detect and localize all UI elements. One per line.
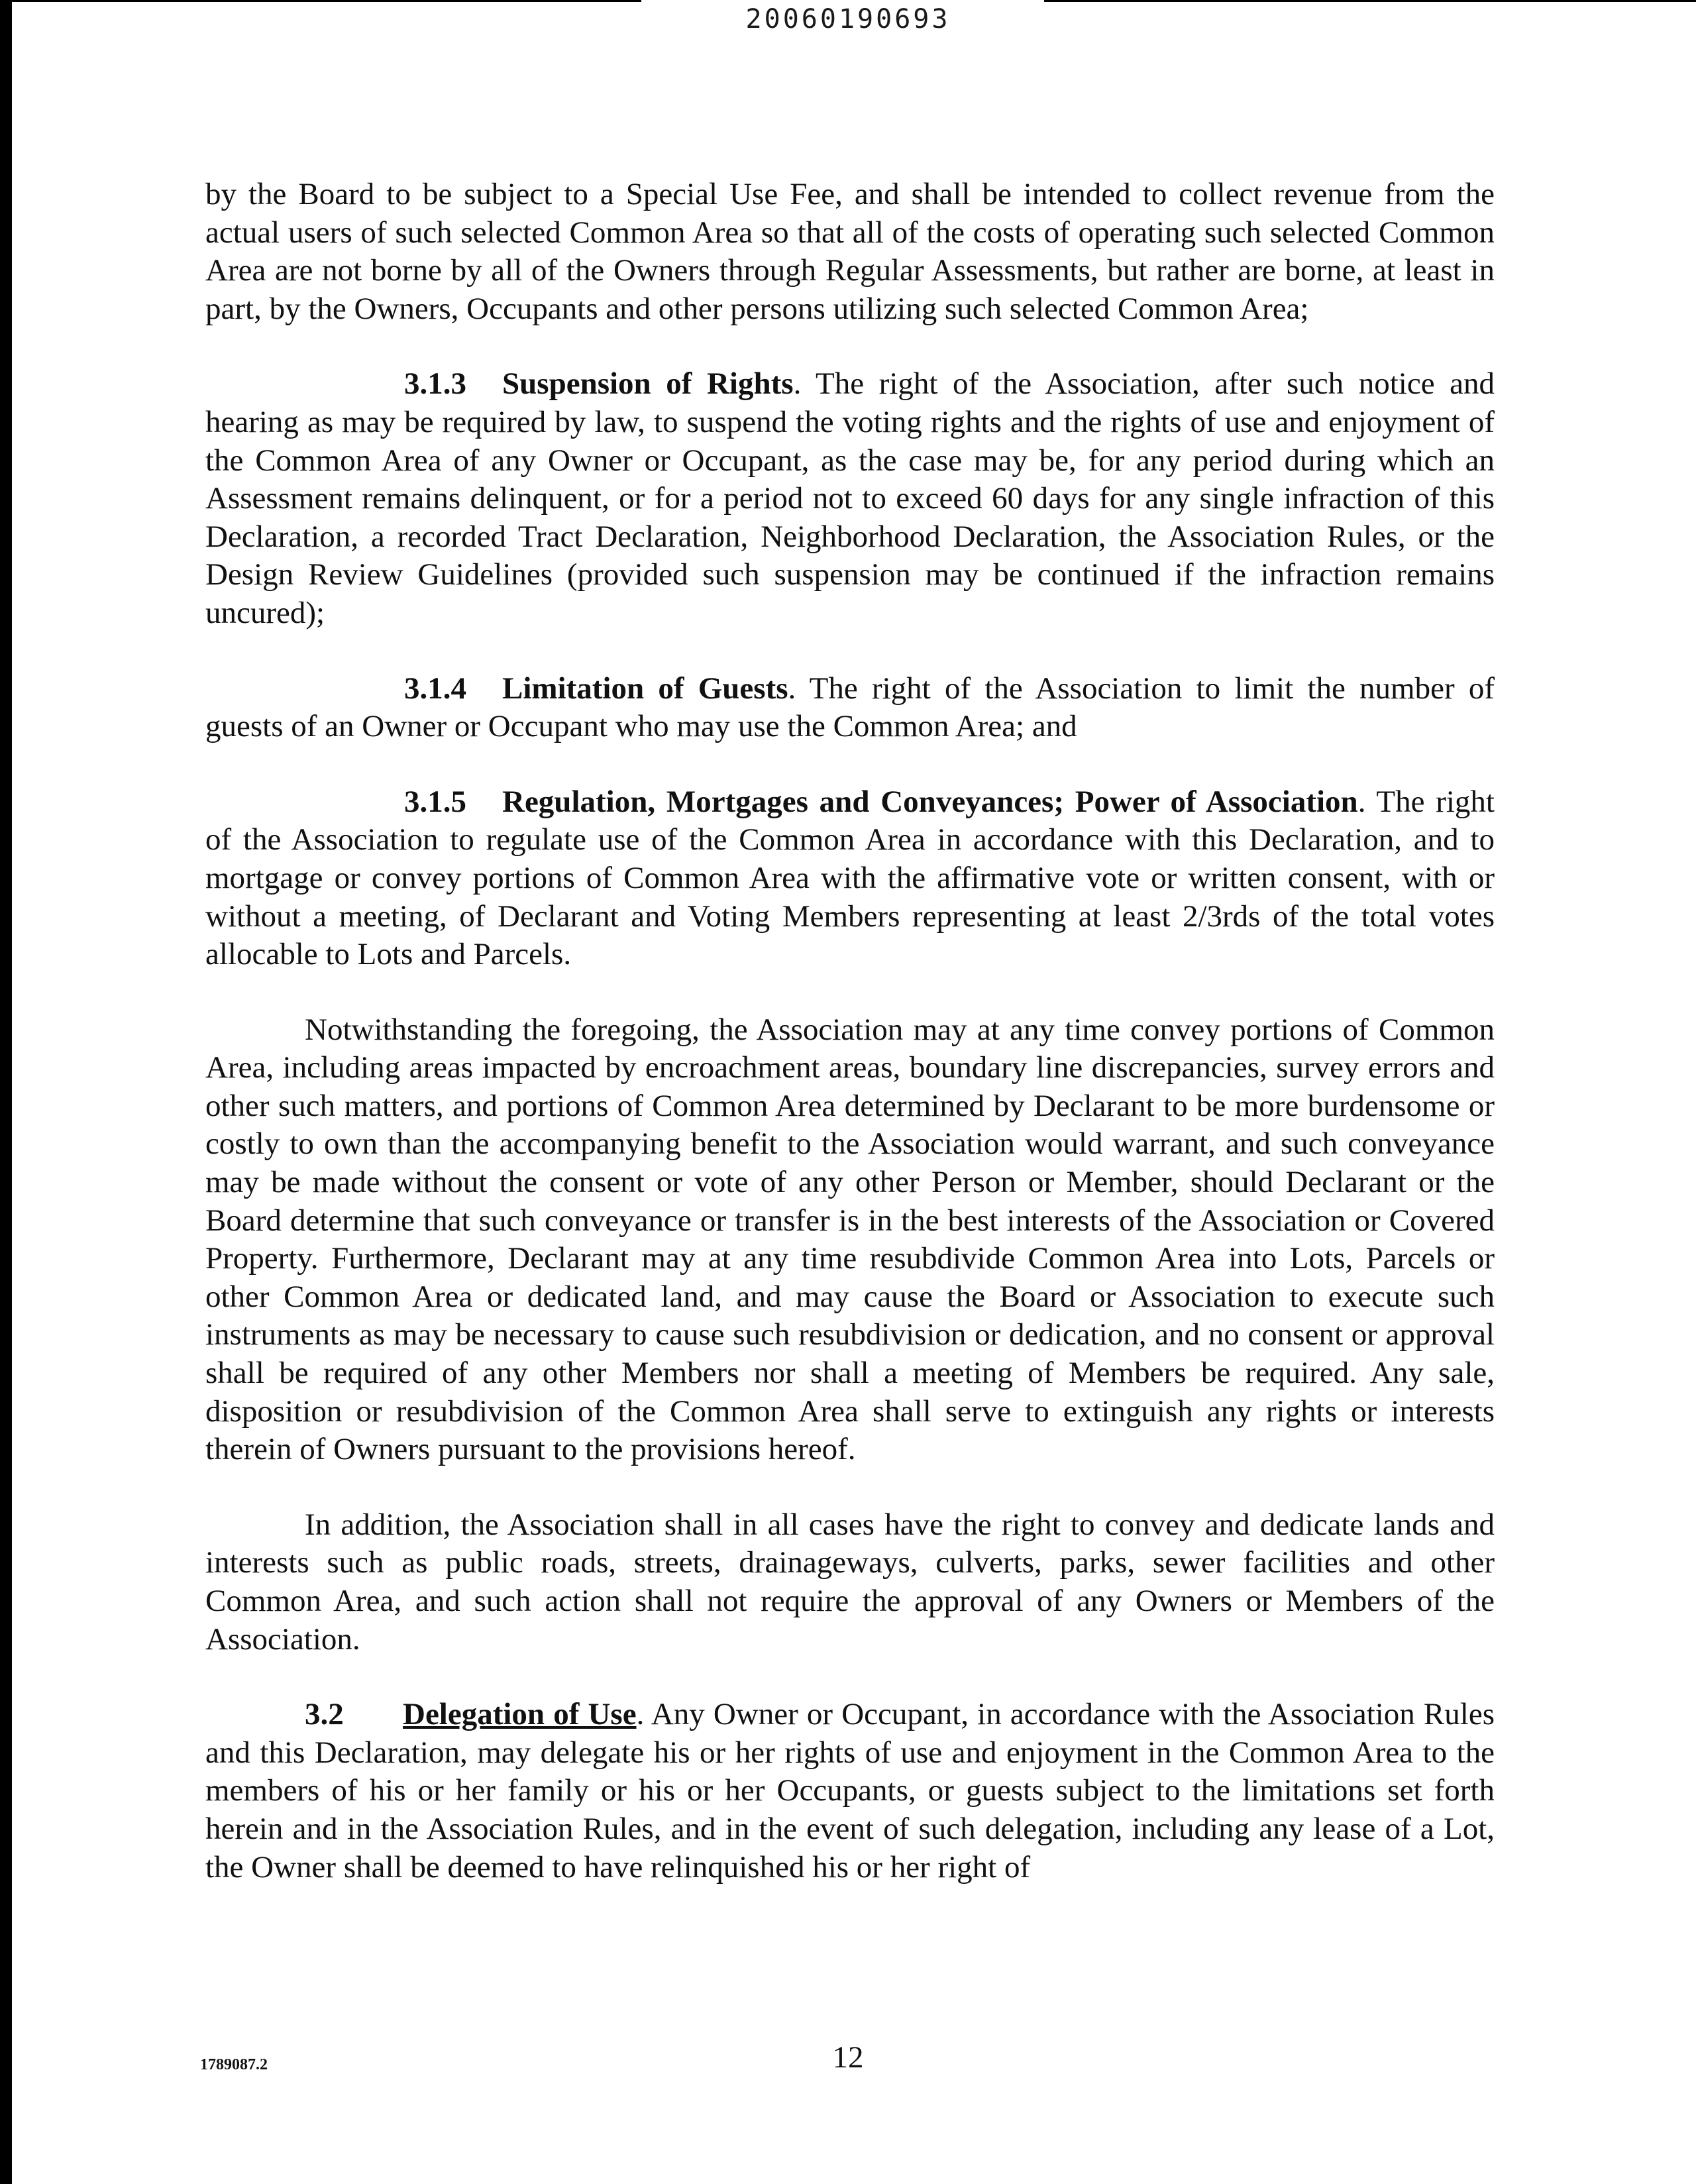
paragraph-in-addition: In addition, the Association shall in all cases have the right to convey and dedicate lands and interests such as public roads, streets, drainageways, culverts, parks, sewer facilities and other Common Area, and such action shall not require the approval of any Owners or Members of the Association.: [205, 1507, 1495, 1657]
document-body: [205, 176, 1495, 1924]
section-3-1-5: [205, 783, 1495, 974]
section-heading: Regulation, Mortgages and Conveyances; Power of Association: [502, 784, 1358, 819]
section-heading: Suspension of Rights: [502, 366, 794, 402]
section-3-2: [205, 1696, 1495, 1886]
section-text: . Any Owner or Occupant, in accordance with the Association Rules and this Declaration, may delegate his or her rights of use and enjoyment in the Common Area to the members of his or her family or his or her Occupants, or guests subject to the limitations set forth herein and in the Association Rules, and in the event of such delegation, including any lease of a Lot, the Owner shall be deemed to have relinquished his or her right of: [205, 1697, 1495, 1884]
section-number: 3.1.5: [404, 784, 466, 819]
section-heading: Delegation of Use: [403, 1697, 637, 1732]
document-id: 1789087.2: [200, 2056, 268, 2073]
recording-number: 20060190693: [745, 4, 951, 34]
paragraph-continuation: by the Board to be subject to a Special Use Fee, and shall be intended to collect revenue from the actual users of such selected Common Area so that all of the costs of operating such selected Common Area are not borne by all of the Owners through Regular Assessments, but rather are borne, at least in part, by the Owners, Occupants and other persons utilizing such selected Common Area;: [205, 177, 1495, 326]
page-number: 12: [832, 2040, 864, 2075]
section-text: . The right of the Association to limit the number of guests of an Owner or Occupant who may use the Common Area; and: [205, 671, 1495, 744]
header-rule-right: [1044, 0, 1696, 2]
paragraph-notwithstanding: Notwithstanding the foregoing, the Association may at any time convey portions of Common Area, including areas impacted by encroachment areas, boundary line discrepancies, survey errors and other such matters, and portions of Common Area determined by Declarant to be more burdensome or costly to own than the accompanying benefit to the Association would warrant, and such conveyance may be made without the consent or vote of any other Person or Member, should Declarant or the Board determine that such conveyance or transfer is in the best interests of the Association or Covered Property. Furthermore, Declarant may at any time resubdivide Common Area into Lots, Parcels or other Common Area or dedicated land, and may cause the Board or Association to execute such instruments as may be necessary to cause such resubdivision or dedication, and no consent or approval shall be required of any other Members nor shall a meeting of Members be required. Any sale, disposition or resubdivision of the Common Area shall serve to extinguish any rights or interests therein of Owners pursuant to the provisions hereof.: [205, 1012, 1495, 1467]
section-heading: Limitation of Guests: [502, 671, 788, 706]
scan-edge-bar: [0, 0, 12, 2184]
section-number: 3.1.3: [404, 366, 466, 402]
section-text: . The right of the Association, after such notice and hearing as may be required by law, to suspend the voting rights and the rights of use and enjoyment of the Common Area of any Owner or Occupant, as the case may be, for any period during which an Assessment remains delinquent, or for a period not to exceed 60 days for any single infraction of this Declaration, a recorded Tract Declaration, Neighborhood Declaration, the Association Rules, or the Design Review Guidelines (provided such suspension may be continued if the infraction remains uncured);: [205, 366, 1495, 630]
section-number: 3.1.4: [404, 671, 466, 706]
section-number: 3.2: [305, 1697, 344, 1732]
section-text: . The right of the Association to regulate use of the Common Area in accordance with this Declaration, and to mortgage or convey portions of Common Area with the affirmative vote or written consent, with or without a meeting, of Declarant and Voting Members representing at least 2/3rds of the total votes allocable to Lots and Parcels.: [205, 784, 1495, 972]
header-rule-left: [0, 0, 641, 2]
section-3-1-3: [205, 365, 1495, 632]
section-3-1-4: [205, 670, 1495, 746]
